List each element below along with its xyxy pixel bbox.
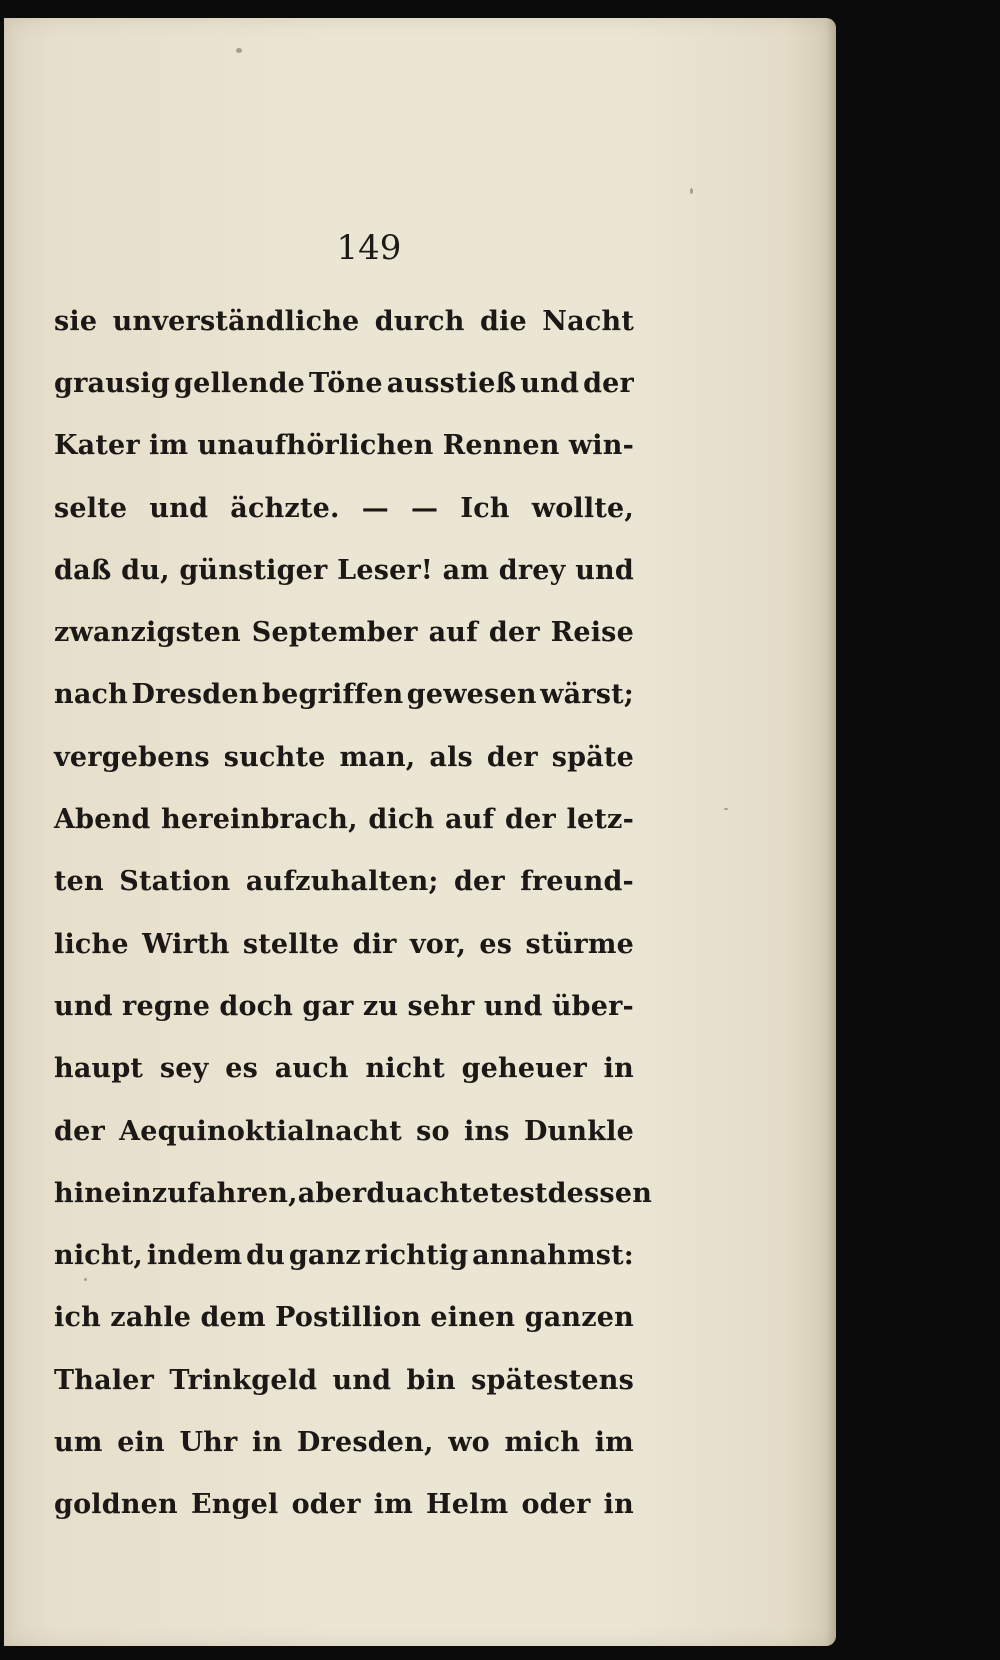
text-line: und regne doch gar zu sehr und über- <box>54 990 634 1022</box>
text-line: vergebens suchte man, als der späte <box>54 741 634 773</box>
text-line: grausig gellende Töne ausstieß und der <box>54 367 634 399</box>
text-line: selte und ächzte. — — Ich wollte, <box>54 492 634 524</box>
text-line: der Aequinoktialnacht so ins Dunkle <box>54 1115 634 1147</box>
body-text <box>54 290 653 1536</box>
text-line: Abend hereinbrach, dich auf der letz- <box>54 804 634 836</box>
text-line: haupt sey es auch nicht geheuer in <box>54 1053 634 1085</box>
text-line: liche Wirth stellte dir vor, es stürme <box>54 928 634 960</box>
text-line: ten Station aufzuhalten; der freund- <box>54 866 634 898</box>
text-line: Thaler Trinkgeld und bin spätestens <box>54 1364 634 1396</box>
page-edge-shadow <box>826 18 836 1646</box>
text-line: goldnen Engel oder im Helm oder in <box>54 1489 634 1521</box>
paper-speck <box>236 48 242 53</box>
page-number: 149 <box>336 228 402 268</box>
text-line: sie unverständliche durch die Nacht <box>54 305 634 337</box>
text-line: daß du, günstiger Leser! am drey und <box>54 554 634 586</box>
paper-speck <box>690 188 693 194</box>
text-line: nicht, indem du ganz richtig annahmst: <box>54 1240 634 1272</box>
text-line: Kater im unaufhörlichen Rennen win- <box>54 430 634 462</box>
text-line: zwanzigsten September auf der Reise <box>54 617 634 649</box>
text-line: nach Dresden begriffen gewesen wärst; <box>54 679 634 711</box>
text-line: um ein Uhr in Dresden, wo mich im <box>54 1426 634 1458</box>
paper-sheet <box>4 18 836 1646</box>
text-line: ich zahle dem Postillion einen ganzen <box>54 1302 634 1334</box>
text-line: hineinzufahren, aber du achtetest dessen <box>54 1177 653 1209</box>
paper-speck <box>724 808 728 810</box>
